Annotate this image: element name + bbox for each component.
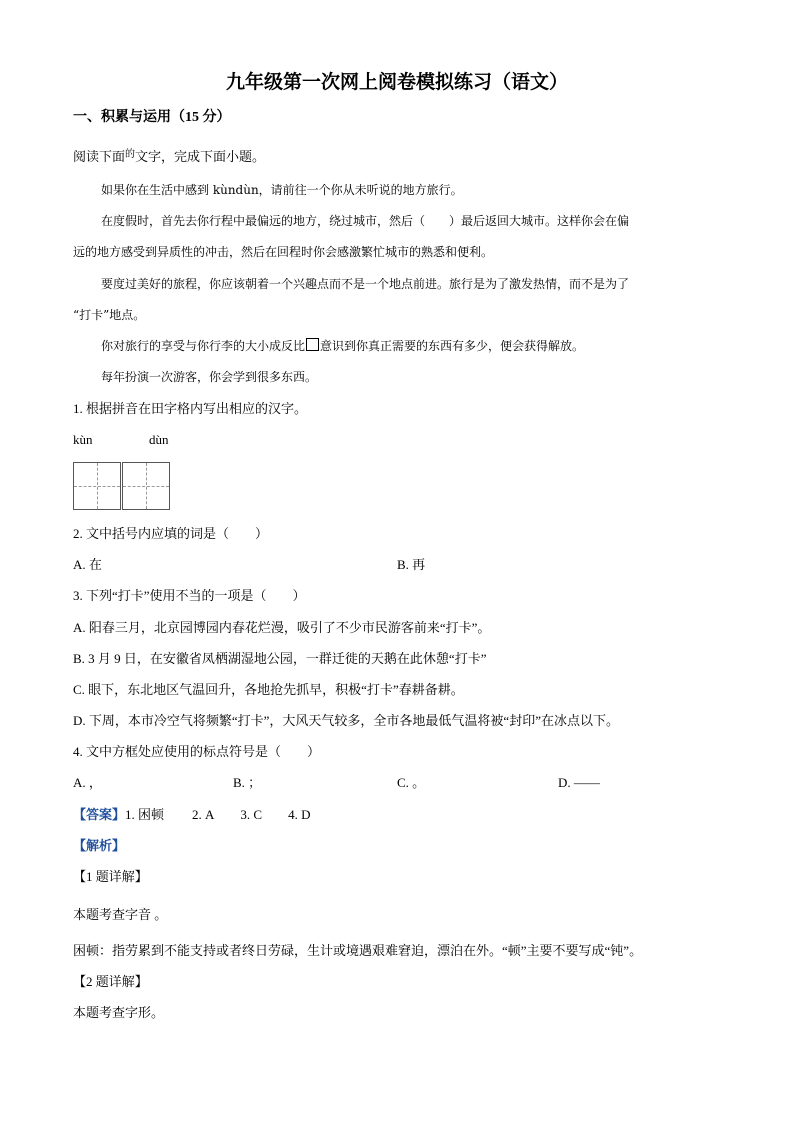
detail-2-heading: 【2 题详解】 (73, 974, 148, 989)
passage-paragraph-1: 如果你在生活中感到 kùndùn，请前往一个你从未听说的地方旅行。 (101, 183, 463, 197)
instruction-post: 文字，完成下面小题。 (135, 149, 266, 164)
instruction (73, 148, 265, 168)
q2-stem: 2. 文中括号内应填的词是（ ） (73, 526, 269, 541)
analysis-label: 【解析】 (73, 838, 126, 853)
q3-option-c: C. 眼下，东北地区气温回升，各地抢先抓早，积极“打卡”春耕备耕。 (73, 682, 464, 697)
q3-stem: 3. 下列“打卡”使用不当的一项是（ ） (73, 588, 306, 603)
passage-p4-part2: 意识到你真正需要的东西有多少，便会获得解放。 (320, 339, 585, 353)
answer-label: 【答案】 (73, 807, 126, 822)
answer-4: 4. D (288, 807, 311, 822)
passage-paragraph-4 (101, 337, 584, 355)
instruction-pre: 阅读下面 (73, 149, 126, 164)
passage-paragraph-2a: 在度假时，首先去你行程中最偏远的地方，绕过城市，然后（ ）最后返回大城市。这样你会在偏 (101, 214, 630, 228)
q3-option-d: D. 下周，本市冷空气将频繁“打卡”，大风天气较多，全市各地最低气温将被“封印”在冰点以下。 (73, 713, 619, 728)
passage-p4-part1: 你对旅行的享受与你行李的大小成反比 (101, 339, 306, 353)
passage-paragraph-2b: 远的地方感受到异质性的冲击，然后在回程时你会感激繁忙城市的熟悉和便利。 (73, 245, 494, 259)
tianzige-box-2[interactable] (122, 462, 170, 510)
q3-option-b: B. 3 月 9 日，在安徽省凤栖湖湿地公园，一群迁徙的天鹅在此休憩“打卡” (73, 651, 487, 666)
q4-option-b: B. ； (233, 775, 262, 790)
passage-paragraph-3a: 要度过美好的旅程，你应该朝着一个兴趣点而不是一个地点前进。旅行是为了激发热情，而不是为了 (101, 277, 630, 291)
q4-option-c: C. 。 (397, 775, 426, 790)
q1-stem: 1. 根据拼音在田字格内写出相应的汉字。 (73, 401, 308, 416)
answer-3: 3. C (240, 807, 263, 822)
answer-2: 2. A (192, 807, 215, 822)
q2-option-b: B. 再 (397, 557, 426, 572)
instruction-sup: 的 (125, 149, 136, 160)
detail-1-line-2: 困顿：指劳累到不能支持或者终日劳碌，生计或境遇艰难窘迫，漂泊在外。“顿”主要不要写成“钝”。 (73, 943, 643, 958)
punctuation-blank-box (306, 338, 319, 351)
section-heading: 一、积累与运用（15 分） (73, 110, 231, 125)
q4-option-a: A. ， (73, 775, 102, 790)
tianzige-box-1[interactable] (73, 462, 121, 510)
detail-2-line-1: 本题考查字形。 (73, 1005, 165, 1020)
detail-1-line-1: 本题考查字音 。 (73, 907, 168, 922)
passage-paragraph-5: 每年扮演一次游客，你会学到很多东西。 (101, 370, 318, 384)
q1-pinyin-1: kùn (73, 432, 93, 447)
answer-line (73, 806, 310, 824)
passage-paragraph-3b: “打卡”地点。 (73, 308, 146, 322)
q4-stem: 4. 文中方框处应使用的标点符号是（ ） (73, 744, 321, 759)
detail-1-heading: 【1 题详解】 (73, 869, 148, 884)
q2-option-a: A. 在 (73, 557, 102, 572)
answer-1: 1. 困顿 (125, 807, 165, 822)
q4-option-d: D. —— (558, 775, 600, 790)
q1-pinyin-2: dùn (149, 432, 169, 447)
page-title: 九年级第一次网上阅卷模拟练习（语文） (225, 71, 568, 93)
q3-option-a: A. 阳春三月，北京园博园内春花烂漫，吸引了不少市民游客前来“打卡”。 (73, 620, 491, 635)
